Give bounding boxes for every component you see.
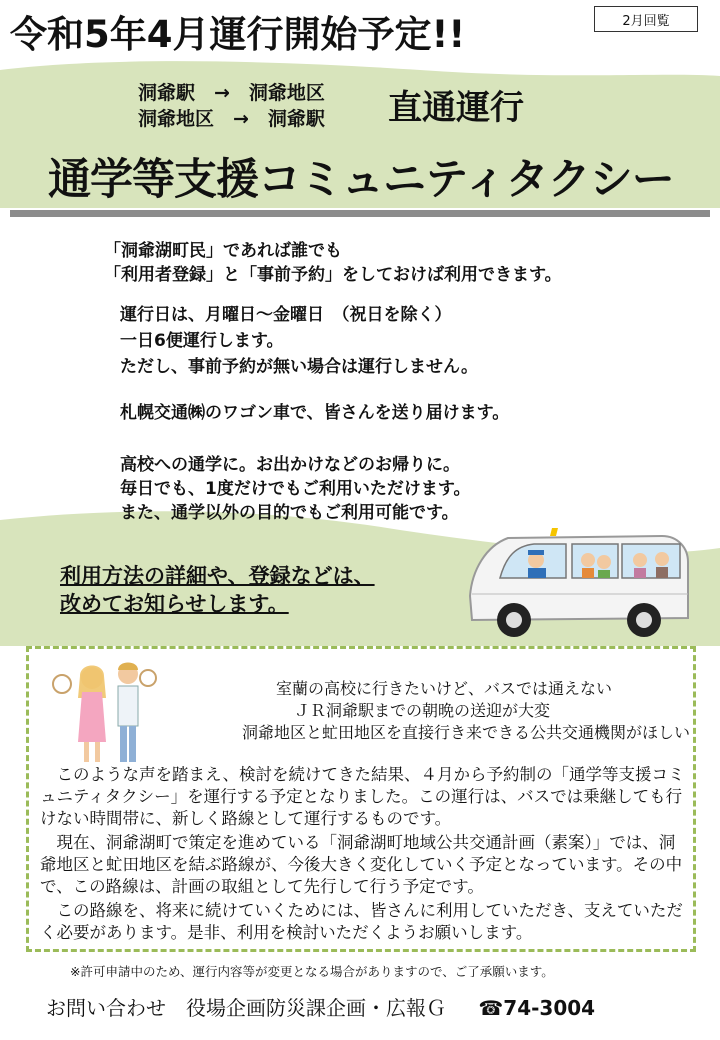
detail-line-3: ただし、事前予約が無い場合は運行しません。 [120,357,479,377]
detail-line-1: 運行日は、月曜日～金曜日 （祝日を除く） [120,305,452,325]
phone-number: ☎74-3004 [478,996,596,1020]
contact-line [46,992,595,1021]
route-line-1: 洞爺駅 → 洞爺地区 [138,82,325,104]
notice-line-1: 利用方法の詳細や、登録などは、 [60,564,375,588]
route-line-2: 洞爺地区 → 洞爺駅 [138,108,325,130]
service-title: 通学等支援コミュニティタクシー [48,155,674,205]
detail-line-2: 一日6便運行します。 [120,331,284,351]
voice-line-3: 洞爺地区と虻田地区を直接行き来できる公共交通機関がほしい [241,723,690,742]
disclaimer-note: ※許可申請中のため、運行内容等が変更となる場合がありますので、ご了承願います。 [70,964,554,979]
body-paragraph-3: この路線を、将来に続けていくためには、皆さんに利用していただき、支えていただく必要があります。是非、利用を検討いただくようお願いします。 [40,901,683,942]
circulation-badge: 2月回覧 [594,6,698,32]
body-paragraph-2: 現在、洞爺湖町で策定を進めている「洞爺湖町地域公共交通計画（素案）」では、洞爺地区と虻田地区を結ぶ路線が、今後大きく変化していく予定となっています。その中で、この路線は、計画の取組として先行して行う予定です。 [40,833,683,896]
intro-line-1: 「洞爺湖町民」であれば誰でも [104,241,342,261]
contact-label: お問い合わせ 役場企画防災課企画・広報Ｇ [46,996,446,1020]
detail-line-4: 札幌交通㈱のワゴン車で、皆さんを送り届けます。 [120,403,510,423]
direct-service-label: 直通運行 [388,88,524,128]
residents-illustration [50,658,160,768]
intro-line-2: 「利用者登録」と「事前予約」をしておけば利用できます。 [104,265,562,285]
notice-line-2: 改めてお知らせします。 [60,592,289,616]
detail-line-5: 高校への通学に。お出かけなどのお帰りに。 [120,455,460,475]
notice-text [60,562,375,618]
headline: 令和5年4月運行開始予定!! [10,13,466,56]
body-paragraph-1: このような声を踏まえ、検討を続けてきた結果、４月から予約制の「通学等支援コミュニティタクシー」を運行する予定となりました。この運行は、バスでは乗継しても行けない時間帯に、新しく路線として運行するものです。 [40,765,685,828]
detail-line-7: また、通学以外の目的でもご利用可能です。 [120,503,459,523]
voice-line-2: ＪＲ洞爺駅までの朝晩の送迎が大変 [293,701,550,720]
voice-line-1: 室蘭の高校に行きたいけど、バスでは通えない [275,679,612,698]
title-divider [10,210,710,217]
detail-line-6: 毎日でも、1度だけでもご利用いただけます。 [120,479,471,499]
wagon-car-illustration [466,522,692,640]
